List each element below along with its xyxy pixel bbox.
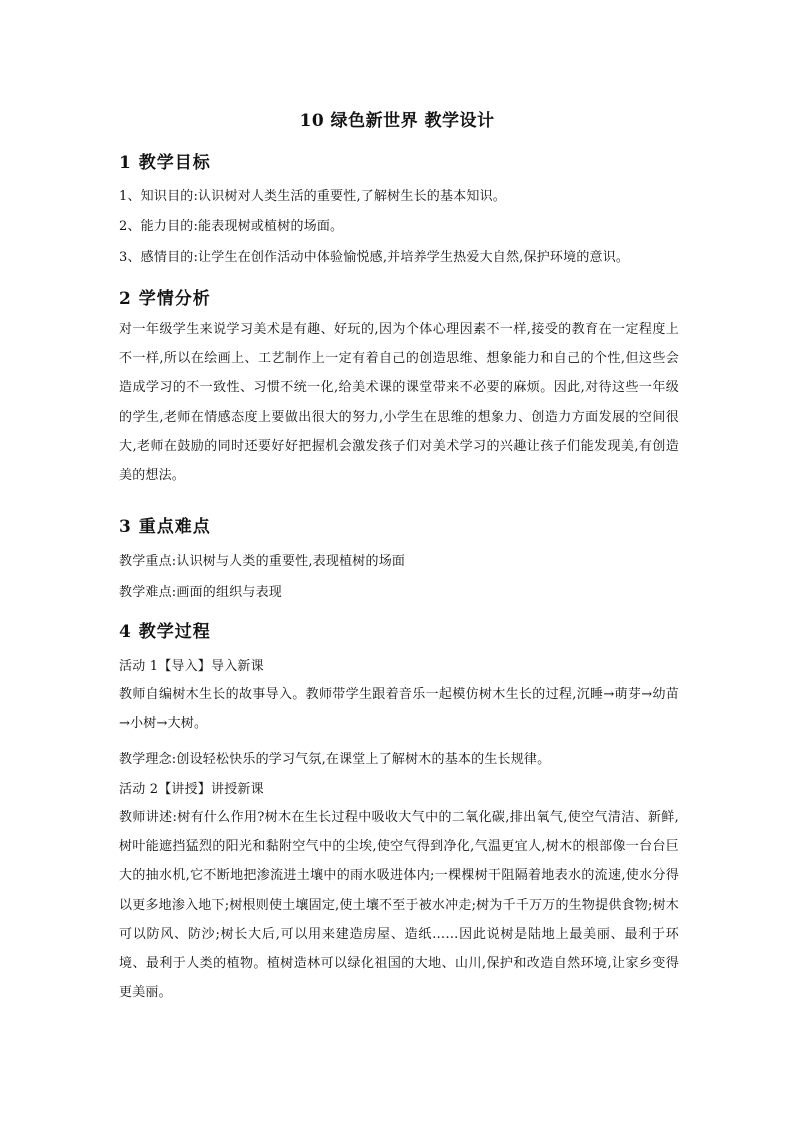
document-title: 10 绿色新世界 教学设计 <box>299 111 495 131</box>
activity-1-text: 教师自编树木生长的故事导入。教师带学生跟着音乐一起模仿树木生长的过程,沉睡→萌芽→幼苗→小树→大树。 <box>119 687 679 732</box>
analysis-paragraph: 对一年级学生来说学习美术是有趣、好玩的,因为个体心理因素不一样,接受的教育在一定程度上不一样,所以在绘画上、工艺制作上一定有着自己的创造思维、想象能力和自己的个性,但这些会造成学习的不一致性、习惯不统一化,给美术课的课堂带来不必要的麻烦。因此,对待这些一年级的学生,老师在情感态度上要做出很大的努力,小学生在思维的想象力、创造力方面发展的空间很大,老师在鼓励的同时还要好好把握机会激发孩子们对美术学习的兴趣让孩子们能发现美,有创造美的想法。 <box>119 322 679 484</box>
activity-1-title: 活动 1【导入】导入新课 <box>119 659 264 674</box>
objective-item: 1、知识目的:认识树对人类生活的重要性,了解树生长的基本知识。 <box>119 189 506 204</box>
heading-key-points: 3 重点难点 <box>119 517 211 537</box>
heading-analysis: 2 学情分析 <box>119 289 211 309</box>
heading-process: 4 教学过程 <box>119 622 211 642</box>
objective-item: 3、感情目的:让学生在创作活动中体验愉悦感,并培养学生热爱大自然,保护环境的意识。 <box>119 250 630 265</box>
activity-2-text: 教师讲述:树有什么作用?树木在生长过程中吸收大气中的二氧化碳,排出氧气,使空气清洁、新鲜,树叶能遮挡猛烈的阳光和黏附空气中的尘埃,使空气得到净化,气温更宜人,树木的根部像一台台巨大的抽水机,它不断地把渗流进土壤中的雨水吸进体内;一棵棵树干阻隔着地表水的流速,使水分得以更多地渗入地下;树根则使土壤固定,使土壤不至于被水冲走;树为千千万万的生物提供食物;树木可以防风、防沙;树长大后,可以用来建造房屋、造纸……因此说树是陆地上最美丽、最利于环境、最利于人类的植物。植树造林可以绿化祖国的大地、山川,保护和改造自然环境,让家乡变得更美丽。 <box>119 810 679 1001</box>
objective-item: 2、能力目的:能表现树或植树的场面。 <box>119 219 344 234</box>
heading-objectives: 1 教学目标 <box>119 153 211 173</box>
teaching-focus: 教学重点:认识树与人类的重要性,表现植树的场面 <box>119 554 406 569</box>
teaching-difficulty: 教学难点:画面的组织与表现 <box>119 585 282 600</box>
activity-1-concept: 教学理念:创设轻松快乐的学习气氛,在课堂上了解树木的基本的生长规律。 <box>119 752 551 767</box>
activity-2-title: 活动 2【讲授】讲授新课 <box>119 782 264 797</box>
